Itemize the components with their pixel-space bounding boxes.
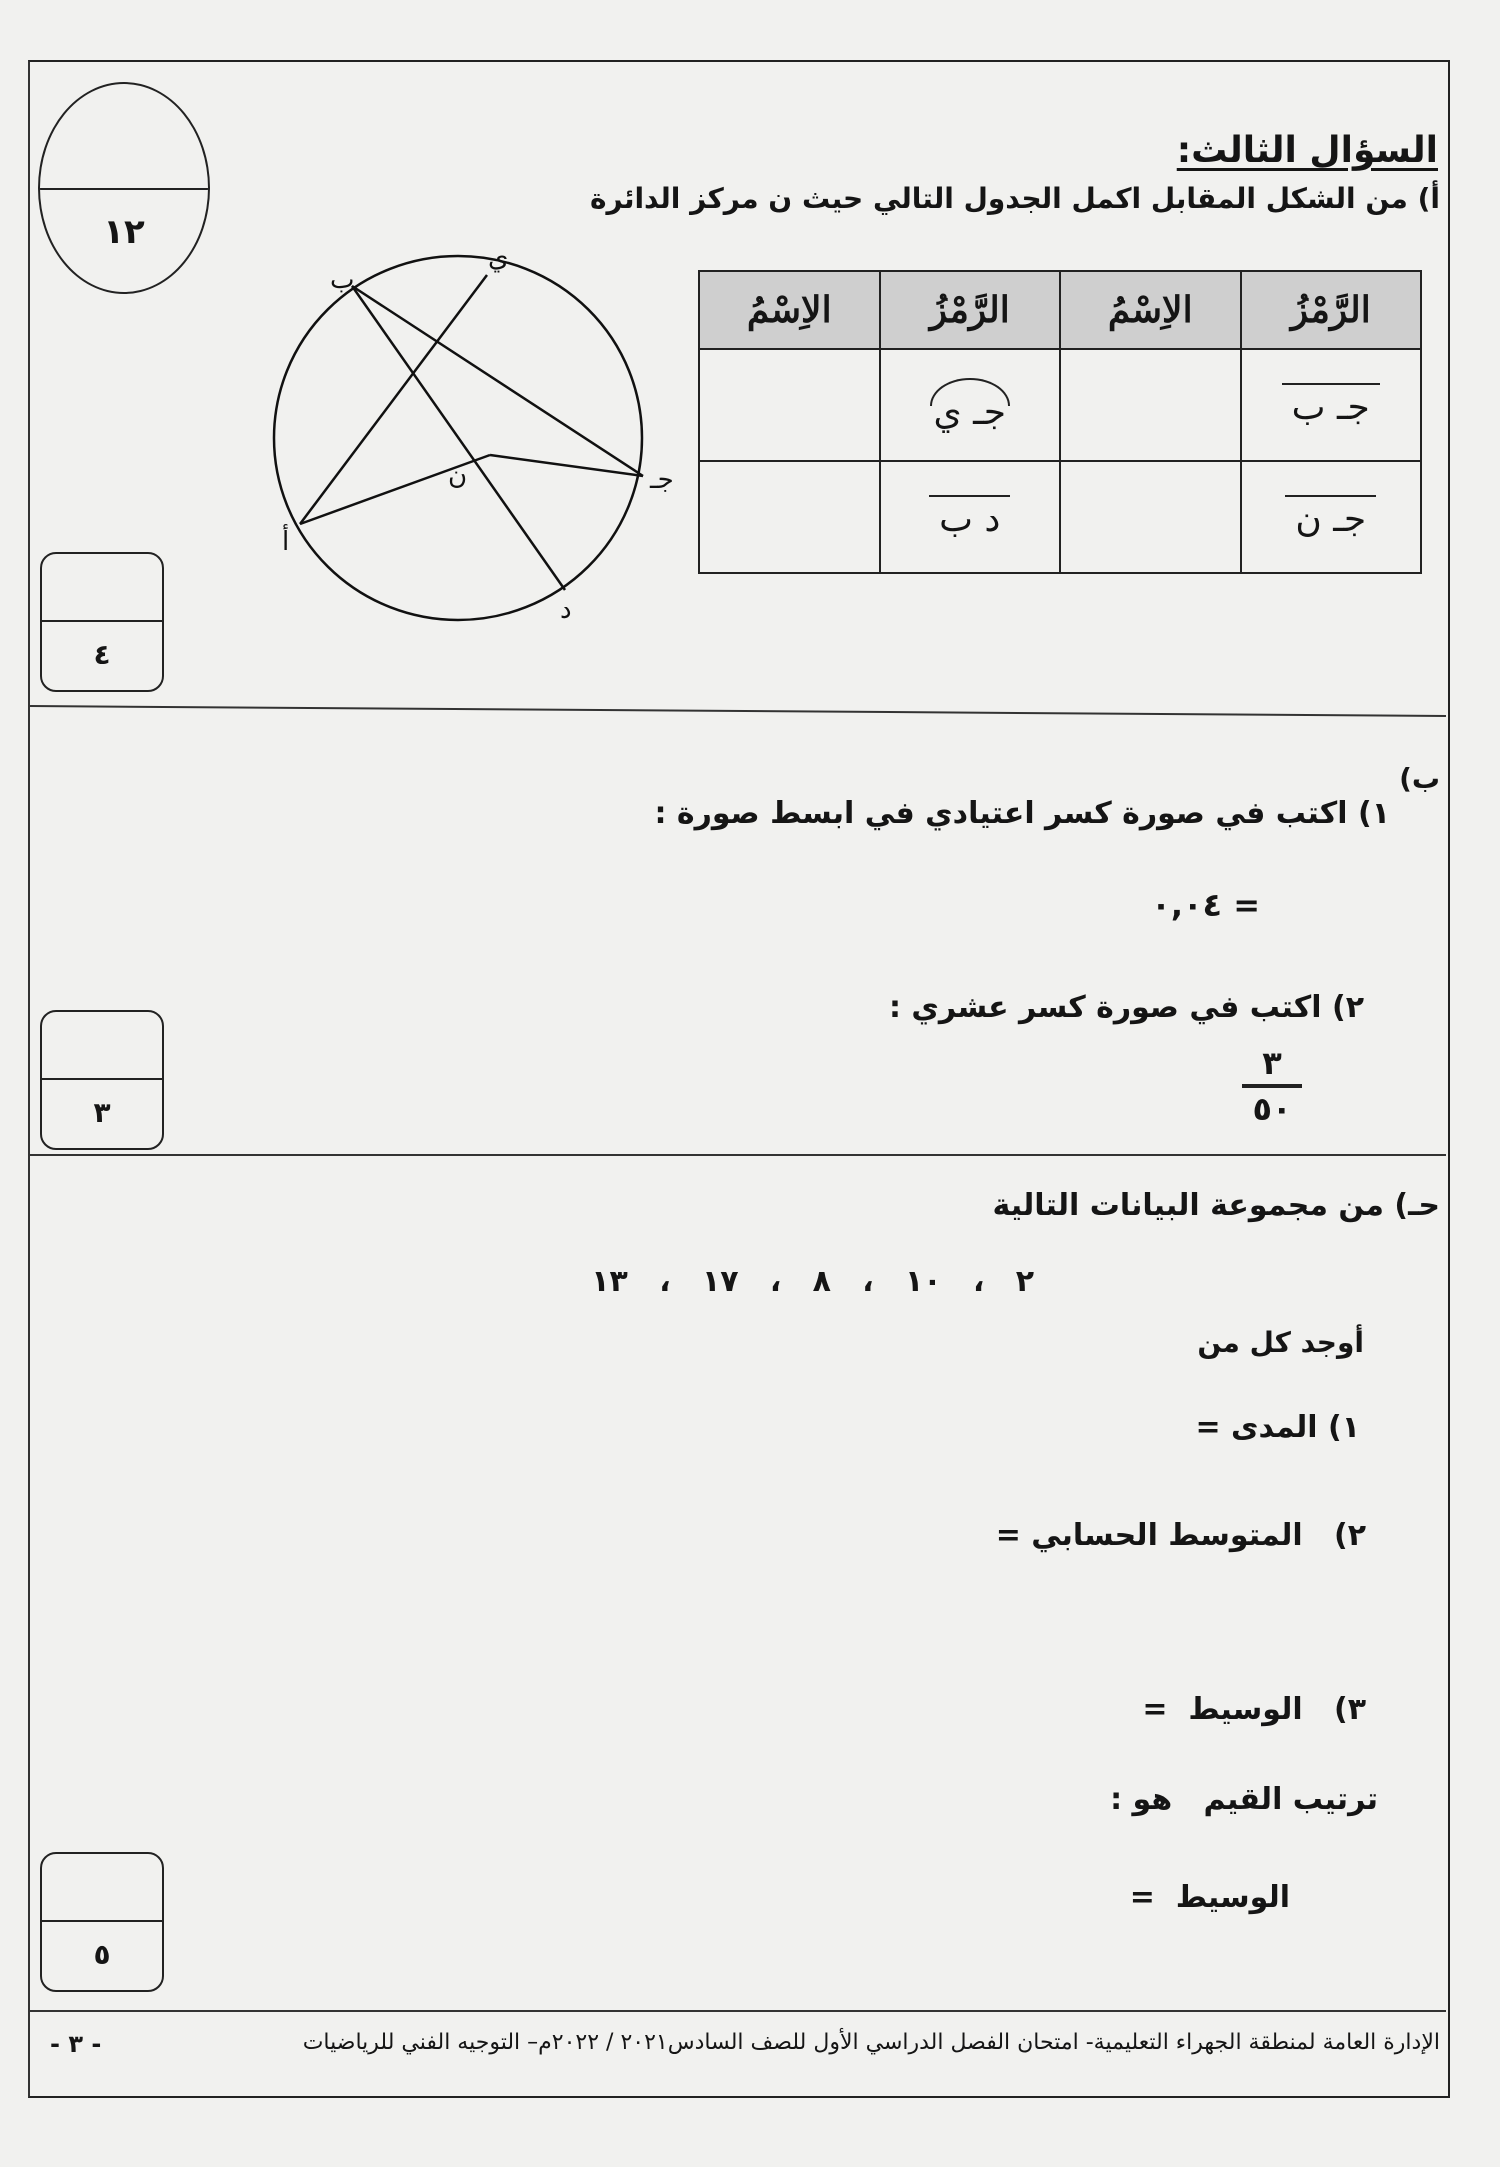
table-row (699, 349, 1421, 461)
part-a-score: ٤ (93, 638, 111, 671)
part-b-label: ب) (1399, 762, 1440, 795)
data-values: ٢ ، ١٠ ، ٨ ، ١٧ ، ١٣ (591, 1264, 1034, 1299)
table-header-name-2: الاِسْمُ (699, 271, 880, 349)
symbol-name-table (698, 270, 1422, 574)
total-score-oval (38, 82, 210, 294)
circle-figure (260, 240, 700, 640)
section-divider (30, 1154, 1446, 1156)
part-a-instruction: أ) من الشكل المقابل اكمل الجدول التالي حيث ن مركز الدائرة (590, 182, 1440, 215)
fraction-3-50 (1242, 1044, 1302, 1128)
label-a: أ (282, 527, 290, 557)
table-header-symbol-2: الرَّمْزُ (880, 271, 1061, 349)
table-row (699, 461, 1421, 573)
label-j: جـ (650, 465, 674, 495)
answer-cell[interactable] (699, 461, 880, 573)
part-c-score: ٥ (93, 1938, 111, 1971)
label-n: ن (448, 461, 468, 491)
part-b-q1: ١) اكتب في صورة كسر اعتيادي في ابسط صورة : (654, 796, 1390, 831)
answer-cell[interactable] (1060, 349, 1241, 461)
segment-jb: جـ ب (1282, 383, 1380, 428)
part-b-q1-expression: ٠,٠٤ = (1151, 886, 1260, 924)
footer-divider (30, 2010, 1446, 2012)
mean-label: ٢) المتوسط الحسابي = (995, 1518, 1366, 1553)
total-score: ١٢ (103, 212, 145, 252)
answer-cell[interactable] (699, 349, 880, 461)
label-b: ب (330, 265, 355, 295)
part-c-score-box (40, 1852, 164, 1992)
part-b-score: ٣ (93, 1096, 111, 1129)
range-label: ١) المدى = (1195, 1410, 1360, 1445)
table-header-symbol-1: الرَّمْزُ (1241, 271, 1422, 349)
fraction-numerator: ٣ (1262, 1044, 1282, 1082)
table-header-name-1: الاِسْمُ (1060, 271, 1241, 349)
segment-db: د ب (929, 495, 1010, 540)
label-y: ي (488, 243, 509, 273)
part-b-score-box (40, 1010, 164, 1150)
arc-jy: جـ ي (934, 378, 1006, 433)
label-d: د (560, 595, 572, 625)
page-number: - ٣ - (50, 2030, 102, 2058)
part-b-q2: ٢) اكتب في صورة كسر عشري : (888, 990, 1364, 1025)
median-label: ٣) الوسيط = (1142, 1692, 1366, 1727)
segment-jn: جـ ن (1285, 495, 1376, 540)
find-each: أوجد كل من (1197, 1326, 1364, 1359)
answer-cell[interactable] (1060, 461, 1241, 573)
footer-text: الإدارة العامة لمنطقة الجهراء التعليمية- امتحان الفصل الدراسي الأول للصف السادس٢٠٢١ / ٢٠٢٢م– التوجيه الفني للرياضيات (302, 2030, 1440, 2055)
order-label: ترتيب القيم هو : (1110, 1782, 1378, 1817)
median-label-2: الوسيط = (1129, 1880, 1290, 1915)
fraction-denominator: ٥٠ (1252, 1090, 1292, 1128)
part-c-heading: حـ) من مجموعة البيانات التالية (992, 1188, 1440, 1223)
question-title: السؤال الثالث: (1176, 130, 1438, 171)
part-a-score-box (40, 552, 164, 692)
